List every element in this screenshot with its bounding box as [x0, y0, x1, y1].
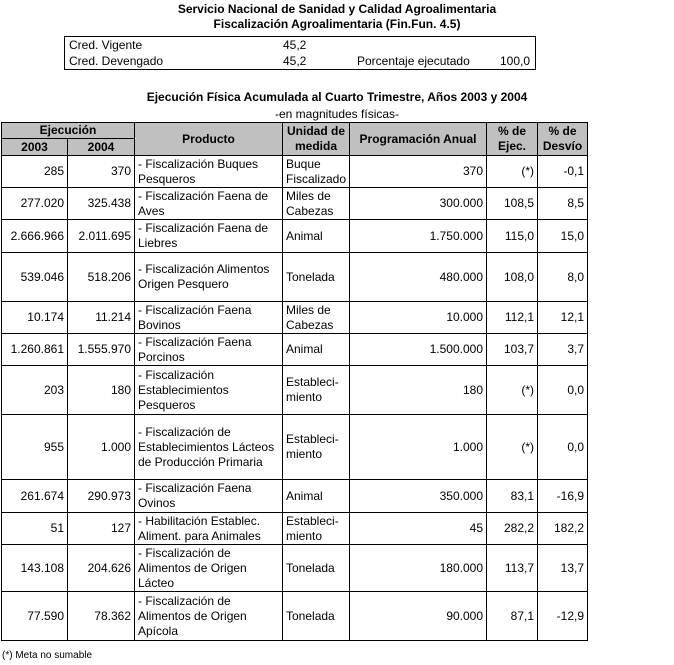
cell-pct-ejec: 112,1 [487, 302, 538, 334]
cell-programacion: 90.000 [350, 592, 487, 641]
table-row [2, 480, 588, 513]
cell-producto: - Fiscalización Faena Bovinos [135, 302, 283, 334]
cell-unidad: Animal [283, 220, 350, 253]
table-row [2, 253, 588, 302]
cell-2003: 2.666.966 [2, 220, 68, 253]
cell-pct-desvio: -16,9 [538, 480, 588, 513]
cell-2003: 203 [2, 366, 68, 415]
cell-programacion: 370 [350, 156, 487, 188]
cell-unidad: Estableci-miento [283, 366, 350, 415]
cell-producto: - Fiscalización Faena Ovinos [135, 480, 283, 513]
cell-pct-ejec: 83,1 [487, 480, 538, 513]
cell-pct-ejec: 282,2 [487, 513, 538, 545]
cell-programacion: 180 [350, 366, 487, 415]
header-pct-desvio: % de Desvío [538, 123, 588, 156]
cell-programacion: 10.000 [350, 302, 487, 334]
cell-2004: 1.555.970 [68, 334, 135, 366]
table-row [2, 302, 588, 334]
cell-2003: 261.674 [2, 480, 68, 513]
cell-2004: 204.626 [68, 545, 135, 592]
cred-devengado-value: 45,2 [283, 54, 307, 68]
header-2003: 2003 [2, 139, 68, 156]
cell-programacion: 180.000 [350, 545, 487, 592]
table-row [2, 366, 588, 415]
cell-pct-ejec: 115,0 [487, 220, 538, 253]
cell-producto: - Habilitación Establec. Aliment. para Animales [135, 513, 283, 545]
cell-2004: 518.206 [68, 253, 135, 302]
cell-2003: 277.020 [2, 188, 68, 220]
cell-producto: - Fiscalización de Alimentos de Origen Apícola [135, 592, 283, 641]
cell-2004: 11.214 [68, 302, 135, 334]
cell-unidad: Animal [283, 480, 350, 513]
cell-2004: 127 [68, 513, 135, 545]
table-row [2, 513, 588, 545]
cell-programacion: 350.000 [350, 480, 487, 513]
cell-programacion: 1.000 [350, 415, 487, 480]
cell-pct-desvio: 12,1 [538, 302, 588, 334]
section-subtitle: -en magnitudes físicas- [274, 107, 400, 121]
cell-pct-desvio: 3,7 [538, 334, 588, 366]
cell-programacion: 300.000 [350, 188, 487, 220]
cell-pct-ejec: (*) [487, 366, 538, 415]
cell-pct-desvio: 182,2 [538, 513, 588, 545]
cell-2003: 539.046 [2, 253, 68, 302]
footnote: (*) Meta no sumable [2, 650, 93, 661]
cell-pct-ejec: (*) [487, 415, 538, 480]
report-subtitle: Fiscalización Agroalimentaria (Fin.Fun. 4.5) [213, 17, 461, 31]
cell-pct-desvio: 13,7 [538, 545, 588, 592]
cell-pct-desvio: -0,1 [538, 156, 588, 188]
cred-vigente-value: 45,2 [283, 38, 307, 52]
cell-programacion: 1.500.000 [350, 334, 487, 366]
cell-unidad: Tonelada [283, 592, 350, 641]
cell-unidad: Animal [283, 334, 350, 366]
table-row [2, 156, 588, 188]
cell-2004: 2.011.695 [68, 220, 135, 253]
cell-pct-desvio: 8,0 [538, 253, 588, 302]
header-producto: Producto [135, 123, 283, 156]
cell-programacion: 45 [350, 513, 487, 545]
cell-2003: 285 [2, 156, 68, 188]
cred-devengado-label: Cred. Devengado [69, 54, 164, 68]
cell-unidad: Miles de Cabezas [283, 188, 350, 220]
cell-unidad: Estableci-miento [283, 415, 350, 480]
header-unidad: Unidad de medida [283, 123, 350, 156]
cell-2003: 143.108 [2, 545, 68, 592]
cell-unidad: Buque Fiscalizado [283, 156, 350, 188]
cell-producto: - Fiscalización Establecimientos Pesqueros [135, 366, 283, 415]
cell-pct-desvio: -12,9 [538, 592, 588, 641]
cell-2004: 180 [68, 366, 135, 415]
cell-producto: - Fiscalización Faena de Liebres [135, 220, 283, 253]
cell-pct-desvio: 8,5 [538, 188, 588, 220]
section-title: Ejecución Física Acumulada al Cuarto Trimestre, Años 2003 y 2004 [146, 90, 528, 104]
cell-programacion: 1.750.000 [350, 220, 487, 253]
cell-2003: 1.260.861 [2, 334, 68, 366]
table-row [2, 334, 588, 366]
credits-box [64, 36, 536, 70]
cell-producto: - Fiscalización Faena Porcinos [135, 334, 283, 366]
cell-2004: 290.973 [68, 480, 135, 513]
table-row [2, 415, 588, 480]
table-row [2, 220, 588, 253]
cell-producto: - Fiscalización de Establecimientos Lácteos de Producción Primaria [135, 415, 283, 480]
porcentaje-label: Porcentaje ejecutado [357, 54, 470, 68]
cell-2003: 955 [2, 415, 68, 480]
cell-pct-desvio: 0,0 [538, 415, 588, 480]
cell-unidad: Tonelada [283, 253, 350, 302]
cell-pct-desvio: 0,0 [538, 366, 588, 415]
table-row [2, 188, 588, 220]
table-row [2, 592, 588, 641]
cell-pct-ejec: 108,5 [487, 188, 538, 220]
header-programacion: Programación Anual [350, 123, 487, 156]
porcentaje-value: 100,0 [499, 54, 530, 68]
cell-2004: 370 [68, 156, 135, 188]
cell-pct-ejec: 108,0 [487, 253, 538, 302]
cred-vigente-label: Cred. Vigente [69, 38, 143, 52]
table-row [2, 545, 588, 592]
header-2004: 2004 [68, 139, 135, 156]
cell-pct-ejec: 113,7 [487, 545, 538, 592]
cell-2003: 10.174 [2, 302, 68, 334]
cell-pct-desvio: 15,0 [538, 220, 588, 253]
cell-programacion: 480.000 [350, 253, 487, 302]
cell-pct-ejec: (*) [487, 156, 538, 188]
cell-producto: - Fiscalización Alimentos Origen Pesquero [135, 253, 283, 302]
cell-2003: 77.590 [2, 592, 68, 641]
cell-producto: - Fiscalización Buques Pesqueros [135, 156, 283, 188]
header-ejecucion: Ejecución [2, 123, 135, 139]
cell-2004: 1.000 [68, 415, 135, 480]
cell-pct-ejec: 103,7 [487, 334, 538, 366]
cell-pct-ejec: 87,1 [487, 592, 538, 641]
cell-unidad: Miles de Cabezas [283, 302, 350, 334]
report-title: Servicio Nacional de Sanidad y Calidad Agroalimentaria [177, 2, 497, 16]
header-pct-ejec: % de Ejec. [487, 123, 538, 156]
cell-2003: 51 [2, 513, 68, 545]
execution-table [1, 122, 588, 641]
cell-2004: 325.438 [68, 188, 135, 220]
cell-unidad: Estableci-miento [283, 513, 350, 545]
cell-producto: - Fiscalización de Alimentos de Origen Lácteo [135, 545, 283, 592]
cell-2004: 78.362 [68, 592, 135, 641]
cell-unidad: Tonelada [283, 545, 350, 592]
cell-producto: - Fiscalización Faena de Aves [135, 188, 283, 220]
